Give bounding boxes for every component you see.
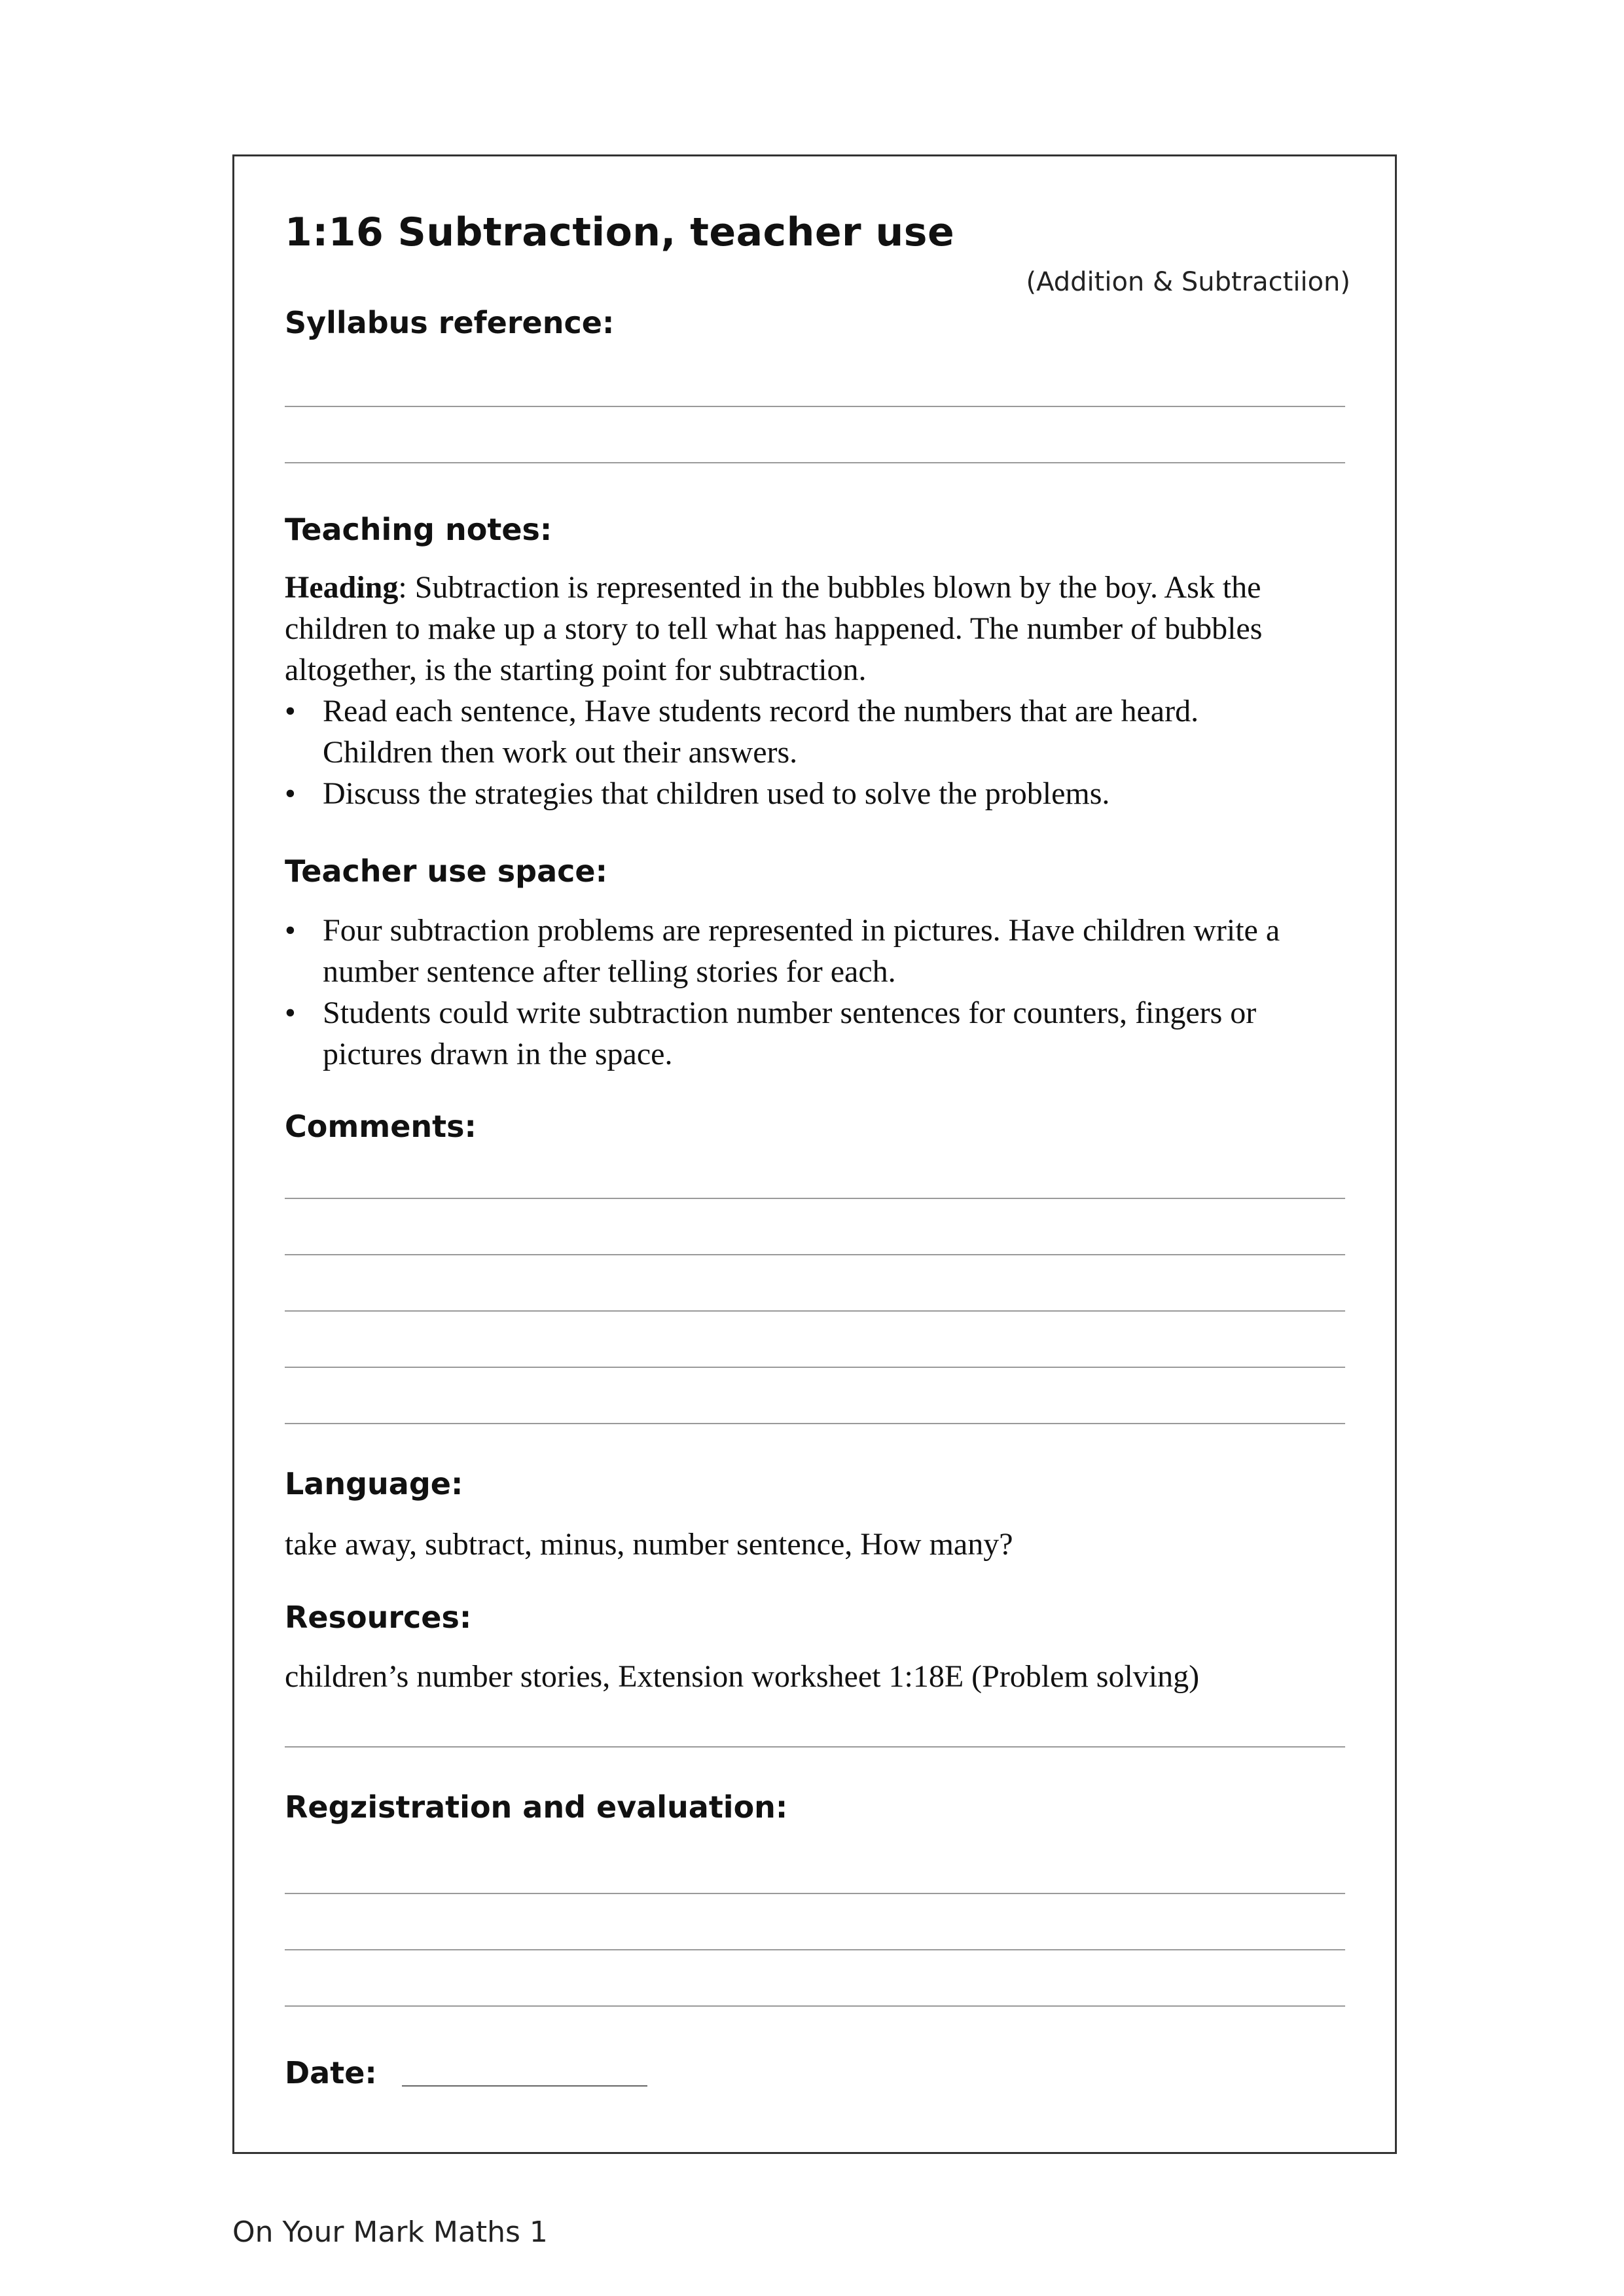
writing-line[interactable] xyxy=(285,406,1345,407)
bullet-icon: • xyxy=(285,996,296,1030)
intro-text: : Subtraction is represented in the bubbles blown by the boy. Ask the children to make up a story to tell what has happened. The number of bubbles altogether, is the starting point for subtraction. xyxy=(285,570,1263,687)
list-item xyxy=(285,773,1286,814)
bullet-icon: • xyxy=(285,913,296,948)
teaching-notes-list xyxy=(285,691,1286,814)
list-item-text: Discuss the strategies that children used to solve the problems. xyxy=(323,776,1110,811)
list-item-text: Four subtraction problems are represented in pictures. Have children write a number sentence after telling stories for each. xyxy=(323,913,1280,989)
resources-text: children’s number stories, Extension worksheet 1:18E (Problem solving) xyxy=(285,1659,1200,1694)
writing-line[interactable] xyxy=(285,1198,1345,1199)
writing-line[interactable] xyxy=(285,1893,1345,1894)
bullet-icon: • xyxy=(285,776,296,811)
teacher-use-list xyxy=(285,910,1345,1075)
teaching-notes-body xyxy=(285,567,1286,814)
date-label: Date: xyxy=(285,2055,377,2090)
teaching-notes-heading: Teaching notes: xyxy=(285,512,552,547)
syllabus-heading: Syllabus reference: xyxy=(285,305,615,340)
teaching-notes-intro xyxy=(285,567,1286,691)
writing-line[interactable] xyxy=(285,1310,1345,1312)
teacher-use-body xyxy=(285,910,1345,1075)
topic-subtitle: (Addition & Subtractiion) xyxy=(1026,267,1350,297)
teacher-use-heading: Teacher use space: xyxy=(285,853,607,889)
list-item xyxy=(285,691,1286,773)
list-item xyxy=(285,910,1345,992)
comments-heading: Comments: xyxy=(285,1109,477,1144)
writing-line[interactable] xyxy=(285,1367,1345,1368)
language-text: take away, subtract, minus, number sentence, How many? xyxy=(285,1527,1013,1562)
intro-bold: Heading xyxy=(285,570,399,605)
list-item-text: Students could write subtraction number sentences for counters, fingers or pictures drawn in the space. xyxy=(323,996,1257,1071)
list-item-text: Read each sentence, Have students record the numbers that are heard. Children then work out their answers. xyxy=(323,694,1199,770)
writing-line[interactable] xyxy=(285,1949,1345,1950)
language-heading: Language: xyxy=(285,1466,463,1501)
writing-line[interactable] xyxy=(285,1254,1345,1255)
resources-heading: Resources: xyxy=(285,1600,472,1635)
writing-line[interactable] xyxy=(285,2005,1345,2007)
page-title: 1:16 Subtraction, teacher use xyxy=(285,209,955,255)
writing-line[interactable] xyxy=(285,462,1345,463)
bullet-icon: • xyxy=(285,694,296,728)
writing-line[interactable] xyxy=(285,1423,1345,1424)
writing-line[interactable] xyxy=(285,1746,1345,1748)
worksheet-frame xyxy=(232,154,1397,2154)
date-field-line[interactable] xyxy=(402,2085,647,2087)
registration-heading: Regzistration and evaluation: xyxy=(285,1789,788,1825)
footer-text: On Your Mark Maths 1 xyxy=(232,2215,548,2249)
list-item xyxy=(285,992,1345,1075)
